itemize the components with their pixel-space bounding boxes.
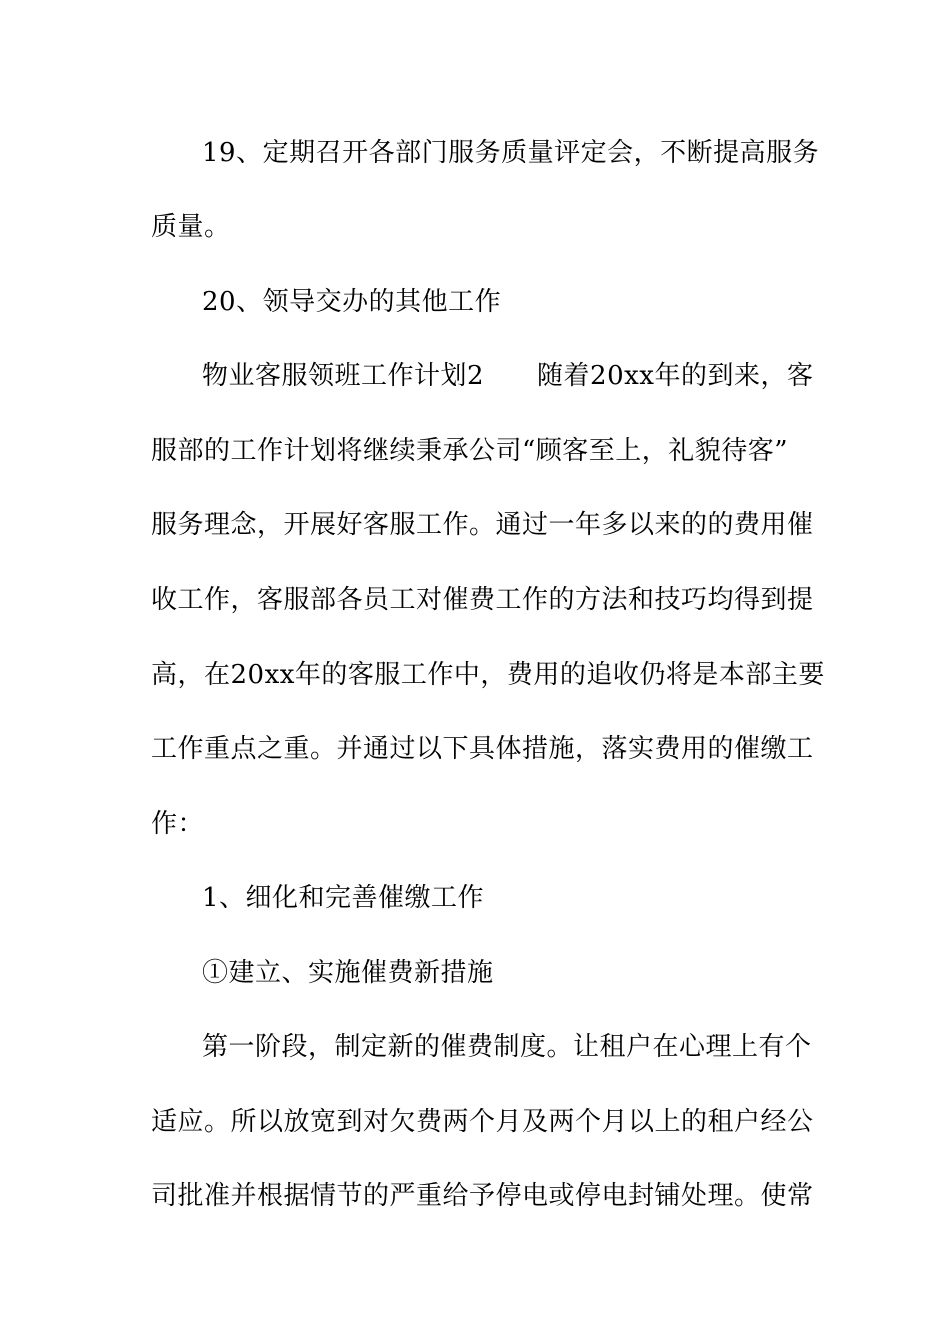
- subheading-1: 1、细化和完善催缴工作: [202, 883, 485, 913]
- body-line: 服务理念，开展好客服工作。通过一年多以来的的费用催: [151, 510, 814, 540]
- paragraph-19-line-1: 19、定期召开各部门服务质量评定会，不断提高服务: [202, 138, 820, 168]
- body-line: 服部的工作计划将继续秉承公司“顾客至上，礼貌待客”: [151, 436, 789, 466]
- body-line: 第一阶段，制定新的催费制度。让租户在心理上有个: [202, 1032, 812, 1062]
- section-heading-plan-2: 物业客服领班工作计划2 随着20xx年的到来，客: [202, 361, 814, 391]
- body-line: 适应。所以放宽到对欠费两个月及两个月以上的租户经公: [151, 1107, 814, 1137]
- body-line: 工作重点之重。并通过以下具体措施，落实费用的催缴工: [151, 734, 814, 764]
- paragraph-19-line-2: 质量。: [151, 212, 231, 242]
- body-line: 高，在20xx年的客服工作中，费用的追收仍将是本部主要: [151, 660, 825, 690]
- body-line: 作：: [151, 809, 205, 839]
- body-line: 收工作，客服部各员工对催费工作的方法和技巧均得到提: [151, 585, 814, 615]
- body-line: 司批准并根据情节的严重给予停电或停电封铺处理。使常: [151, 1181, 814, 1211]
- subheading-circled-1: ①建立、实施催费新措施: [202, 958, 494, 988]
- paragraph-20: 20、领导交办的其他工作: [202, 287, 502, 317]
